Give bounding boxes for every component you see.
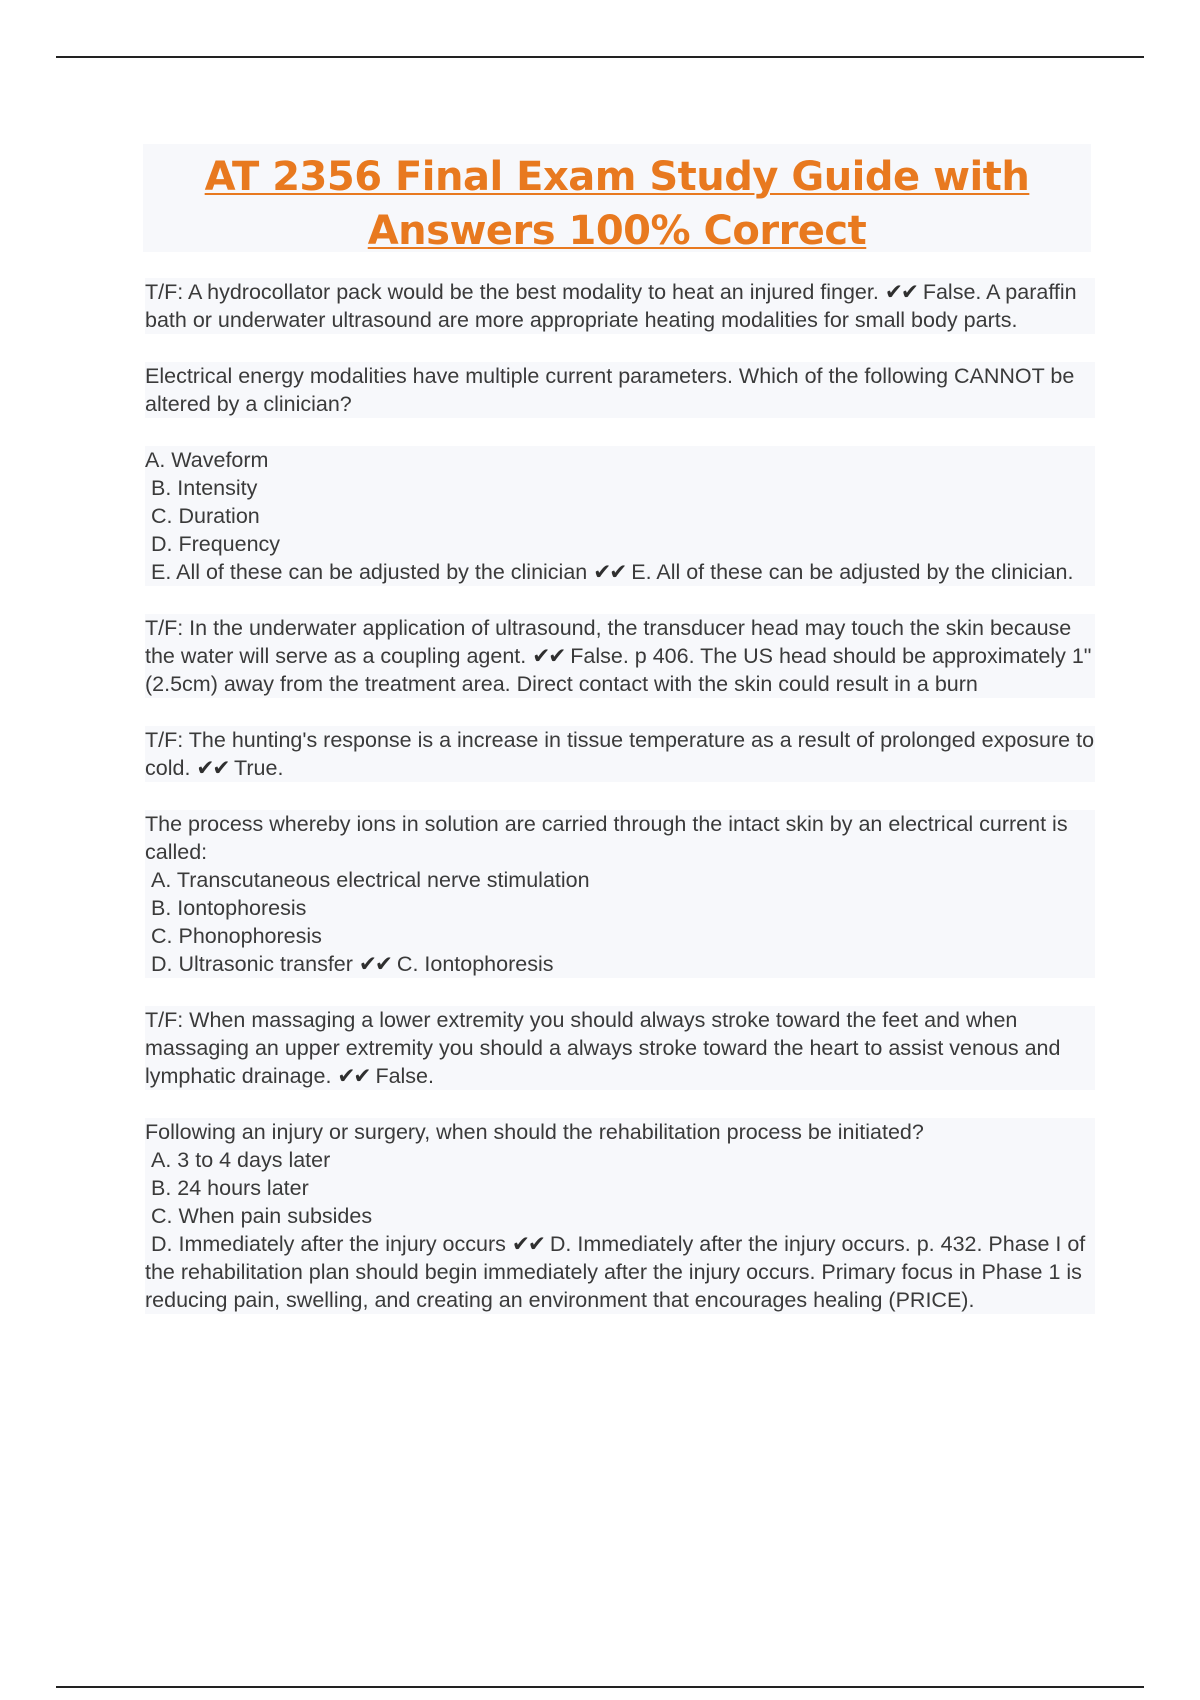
option-b: B. Iontophoresis (151, 896, 307, 920)
option-d: D. Frequency (151, 532, 281, 556)
option-b: B. 24 hours later (151, 1176, 309, 1200)
double-check-icon: ✔✔ (884, 280, 917, 304)
option-e: E. All of these can be adjusted by the clinician (151, 560, 588, 584)
top-rule (56, 56, 1144, 58)
option-c: C. Duration (151, 504, 260, 528)
option-a: A. 3 to 4 days later (151, 1148, 331, 1172)
answer-text: C. Iontophoresis (396, 952, 554, 976)
qa-item-6 (145, 1006, 1095, 1090)
option-a: A. Waveform (145, 448, 269, 472)
option-c: C. When pain subsides (151, 1204, 373, 1228)
qa-item-4 (145, 726, 1095, 782)
question-text: T/F: The hunting's response is a increase in tissue temperature as a result of prolonged exposure to cold. (145, 728, 1095, 780)
question-text: T/F: In the underwater application of ultrasound, the transducer head may touch the skin because the water will serve as a coupling agent. (145, 616, 1072, 668)
answer-text: False. p 406. The US head should be approximately 1" (2.5cm) away from the treatment area. Direct contact with the skin could result in a burn (145, 644, 1092, 696)
option-c: C. Phonophoresis (151, 924, 322, 948)
title-line-2: Answers 100% Correct (367, 208, 867, 254)
qa-item-2-question (145, 362, 1095, 418)
double-check-icon: ✔✔ (337, 1064, 370, 1088)
question-text: Following an injury or surgery, when should the rehabilitation process be initiated? (145, 1120, 924, 1144)
answer-text: False. (375, 1064, 434, 1088)
qa-item-5 (145, 810, 1095, 978)
study-guide-content (145, 278, 1095, 1342)
option-d: D. Immediately after the injury occurs (151, 1232, 506, 1256)
qa-item-1 (145, 278, 1095, 334)
qa-item-3 (145, 614, 1095, 698)
title-box (143, 144, 1091, 252)
answer-text: False. A paraffin bath or underwater ultrasound are more appropriate heating modalities for small body parts. (145, 280, 1077, 332)
bottom-rule (56, 1686, 1144, 1688)
double-check-icon: ✔✔ (532, 644, 565, 668)
document-title (143, 144, 1091, 258)
qa-item-2-options (145, 446, 1095, 586)
answer-text: E. All of these can be adjusted by the clinician. (631, 560, 1074, 584)
double-check-icon: ✔✔ (196, 756, 229, 780)
option-a: A. Transcutaneous electrical nerve stimulation (151, 868, 590, 892)
qa-item-7 (145, 1118, 1095, 1314)
question-text: Electrical energy modalities have multiple current parameters. Which of the following CANNOT be altered by a clinician? (145, 364, 1075, 416)
double-check-icon: ✔✔ (358, 952, 391, 976)
double-check-icon: ✔✔ (593, 560, 626, 584)
question-text: The process whereby ions in solution are carried through the intact skin by an electrical current is called: (145, 812, 1068, 864)
answer-text: True. (234, 756, 284, 780)
question-text: T/F: When massaging a lower extremity you should always stroke toward the feet and when massaging an upper extremity you should a always stroke toward the heart to assist venous and lymphatic drainage. (145, 1008, 1061, 1088)
double-check-icon: ✔✔ (511, 1232, 544, 1256)
question-text: T/F: A hydrocollator pack would be the best modality to heat an injured finger. (145, 280, 879, 304)
option-b: B. Intensity (151, 476, 258, 500)
option-d: D. Ultrasonic transfer (151, 952, 353, 976)
answer-text: D. Immediately after the injury occurs. p. 432. Phase I of the rehabilitation plan should begin immediately after the injury occurs. Primary focus in Phase 1 is reducing pain, swelling, and creating an environment that encourages healing (PRICE). (145, 1232, 1086, 1312)
title-line-1: AT 2356 Final Exam Study Guide with (204, 154, 1030, 200)
